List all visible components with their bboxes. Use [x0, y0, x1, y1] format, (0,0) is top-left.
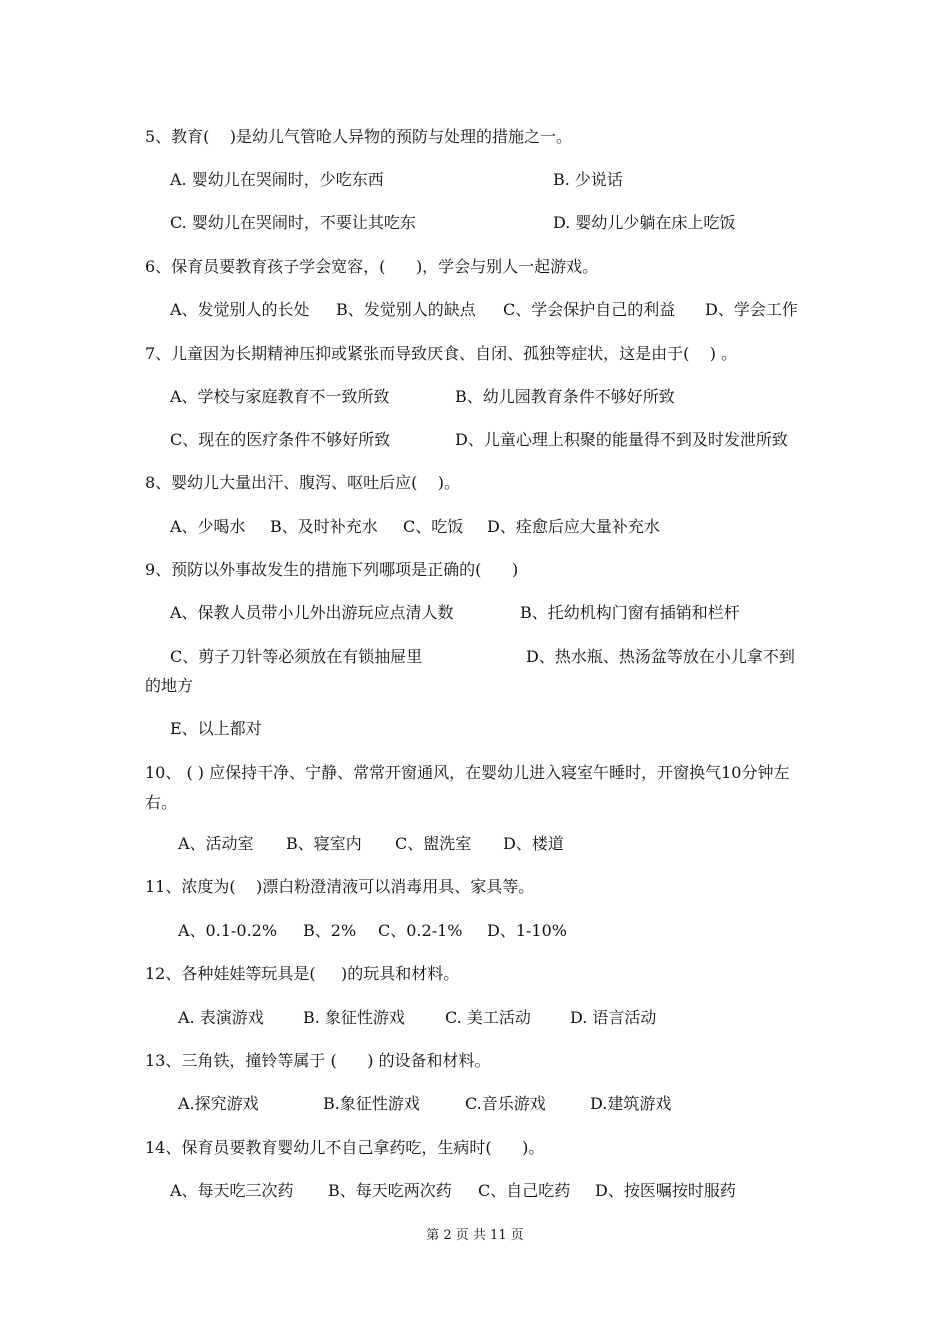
question-6-option-a: A、发觉别人的长处 — [170, 300, 310, 319]
question-5-option-a: A. 婴幼儿在哭闹时，少吃东西 — [170, 170, 384, 189]
question-12-stem: 12、各种娃娃等玩具是( )的玩具和材料。 — [145, 964, 460, 983]
question-11-stem: 11、浓度为( )漂白粉澄清液可以消毒用具、家具等。 — [145, 877, 535, 896]
question-12-option-d: D. 语言活动 — [570, 1008, 657, 1027]
question-7-option-d: D、儿童心理上积聚的能量得不到及时发泄所致 — [455, 430, 788, 449]
question-9-option-b: B、托幼机构门窗有插销和栏杆 — [520, 603, 740, 622]
question-5-option-b: B. 少说话 — [553, 170, 623, 189]
question-9-option-c: C、剪子刀针等必须放在有锁抽屉里 — [170, 647, 423, 666]
question-5-option-c: C. 婴幼儿在哭闹时，不要让其吃东 — [170, 213, 416, 232]
question-8-stem: 8、婴幼儿大量出汗、腹泻、呕吐后应( )。 — [145, 473, 461, 492]
question-6-option-b: B、发觉别人的缺点 — [336, 300, 476, 319]
question-14-option-d: D、按医嘱按时服药 — [595, 1181, 736, 1200]
question-9-option-d: D、热水瓶、热汤盆等放在小儿拿不到 — [526, 647, 795, 666]
question-14-stem: 14、保育员要教育婴幼儿不自己拿药吃，生病时( )。 — [145, 1138, 545, 1157]
question-10-option-c: C、盥洗室 — [395, 834, 472, 853]
question-13-option-a: A.探究游戏 — [178, 1094, 259, 1113]
question-14-option-b: B、每天吃两次药 — [328, 1181, 452, 1200]
question-13-option-b: B.象征性游戏 — [323, 1094, 420, 1113]
question-8-option-b: B、及时补充水 — [270, 517, 378, 536]
question-7-option-c: C、现在的医疗条件不够好所致 — [170, 430, 391, 449]
question-6-stem: 6、保育员要教育孩子学会宽容，( )，学会与别人一起游戏。 — [145, 257, 599, 276]
question-8-option-a: A、少喝水 — [170, 517, 246, 536]
question-10-option-b: B、寝室内 — [286, 834, 362, 853]
question-14-option-a: A、每天吃三次药 — [170, 1181, 294, 1200]
question-7-option-a: A、学校与家庭教育不一致所致 — [170, 387, 390, 406]
question-10-option-a: A、活动室 — [178, 834, 254, 853]
question-12-option-a: A. 表演游戏 — [178, 1008, 264, 1027]
page-footer: 第 2 页 共 11 页 — [426, 1228, 524, 1243]
question-13-option-d: D.建筑游戏 — [590, 1094, 672, 1113]
question-7-stem: 7、儿童因为长期精神压抑或紧张而导致厌食、自闭、孤独等症状，这是由于( ) 。 — [145, 344, 738, 363]
question-5-option-d: D. 婴幼儿少躺在床上吃饭 — [553, 213, 736, 232]
question-11-option-b: B、2% — [303, 921, 357, 940]
question-10-stem: 10、 ( ) 应保持干净、宁静、常常开窗通风，在婴幼儿进入寝室午睡时，开窗换气10分钟左右。 — [145, 763, 790, 812]
question-9-stem: 9、预防以外事故发生的措施下列哪项是正确的( ) — [145, 560, 519, 579]
question-11-option-d: D、1-10% — [487, 921, 567, 940]
question-13-stem: 13、三角铁，撞铃等属于 ( ) 的设备和材料。 — [145, 1051, 491, 1070]
question-6-option-c: C、学会保护自己的利益 — [503, 300, 676, 319]
question-8-option-d: D、痊愈后应大量补充水 — [487, 517, 660, 536]
question-12-option-c: C. 美工活动 — [445, 1008, 531, 1027]
question-11-option-a: A、0.1-0.2% — [178, 921, 278, 940]
question-6-option-d: D、学会工作 — [705, 300, 798, 319]
question-8-option-c: C、吃饭 — [403, 517, 464, 536]
question-7-option-b: B、幼儿园教育条件不够好所致 — [455, 387, 675, 406]
question-10-option-d: D、楼道 — [503, 834, 564, 853]
question-11-option-c: C、0.2-1% — [378, 921, 463, 940]
question-14-option-c: C、自己吃药 — [478, 1181, 571, 1200]
question-9-option-d-continued: 的地方 — [145, 676, 194, 695]
question-9-option-e: E、以上都对 — [170, 719, 262, 738]
question-9-option-a: A、保教人员带小儿外出游玩应点清人数 — [170, 603, 454, 622]
question-13-option-c: C.音乐游戏 — [465, 1094, 546, 1113]
question-12-option-b: B. 象征性游戏 — [303, 1008, 405, 1027]
question-5-stem: 5、教育( )是幼儿气管呛人异物的预防与处理的措施之一。 — [145, 127, 573, 146]
